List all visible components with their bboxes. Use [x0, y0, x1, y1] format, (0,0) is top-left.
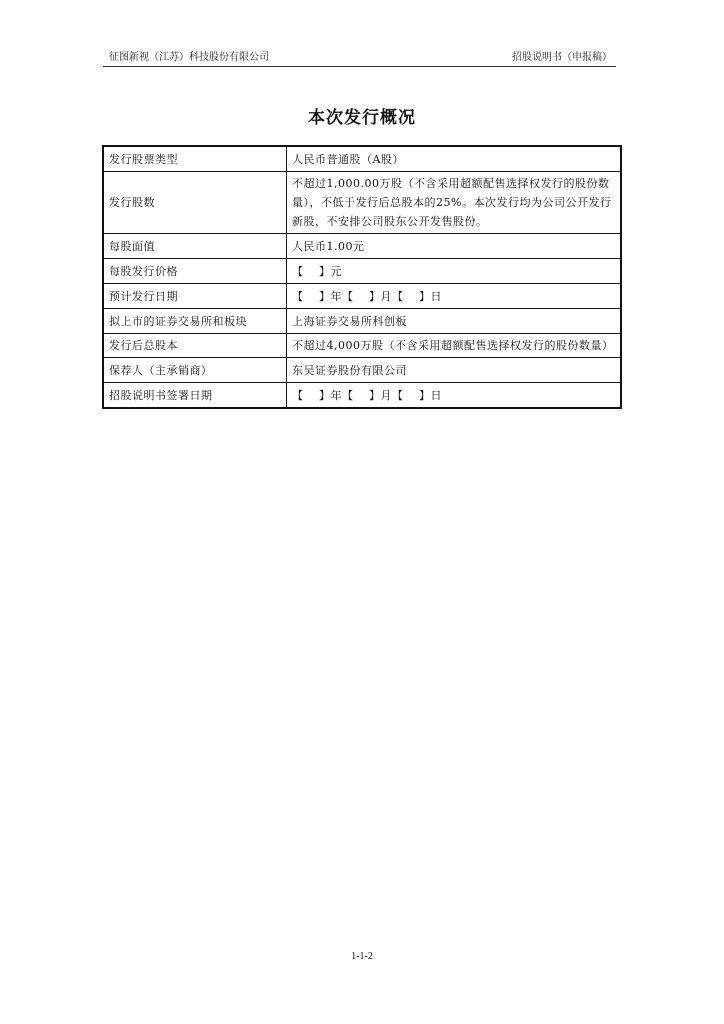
- row-label: 每股发行价格: [103, 259, 287, 284]
- table-row: [103, 358, 621, 383]
- table-row: [103, 309, 621, 334]
- header-document-type: 招股说明书（申报稿）: [512, 52, 612, 63]
- row-label: 拟上市的证券交易所和板块: [103, 309, 287, 334]
- row-label: 每股面值: [103, 234, 287, 259]
- row-label: 发行股票类型: [103, 146, 287, 172]
- table-row: [103, 284, 621, 309]
- page-header: [103, 50, 616, 67]
- row-value: 人民币普通股（A股）: [287, 146, 622, 172]
- table-row: [103, 234, 621, 259]
- offering-overview-table: [102, 145, 622, 409]
- row-label: 预计发行日期: [103, 284, 287, 309]
- page-number: 1-1-2: [351, 951, 373, 962]
- row-label: 保荐人（主承销商）: [103, 358, 287, 383]
- row-value: 上海证券交易所科创板: [287, 309, 622, 334]
- row-label: 招股说明书签署日期: [103, 383, 287, 409]
- row-value: 不超过1,000.00万股（不含采用超额配售选择权发行的股份数量），不低于发行后总股本的25%。本次发行均为公司公开发行新股，不安排公司股东公开发售股份。: [287, 172, 622, 234]
- table-row: [103, 334, 621, 358]
- row-value: 东吴证券股份有限公司: [287, 358, 622, 383]
- row-value: 【 】年【 】月【 】日: [287, 383, 622, 409]
- row-value: 【 】年【 】月【 】日: [287, 284, 622, 309]
- table-row: [103, 383, 621, 409]
- table-row: [103, 172, 621, 234]
- table-row: [103, 259, 621, 284]
- row-value: 不超过4,000万股（不含采用超额配售选择权发行的股份数量）: [287, 334, 622, 358]
- table-row: [103, 146, 621, 172]
- page-title: 本次发行概况: [308, 108, 416, 128]
- row-label: 发行股数: [103, 172, 287, 234]
- row-value: 【 】元: [287, 259, 622, 284]
- row-label: 发行后总股本: [103, 334, 287, 358]
- row-value: 人民币1.00元: [287, 234, 622, 259]
- header-company-name: 征图新视（江苏）科技股份有限公司: [109, 52, 269, 63]
